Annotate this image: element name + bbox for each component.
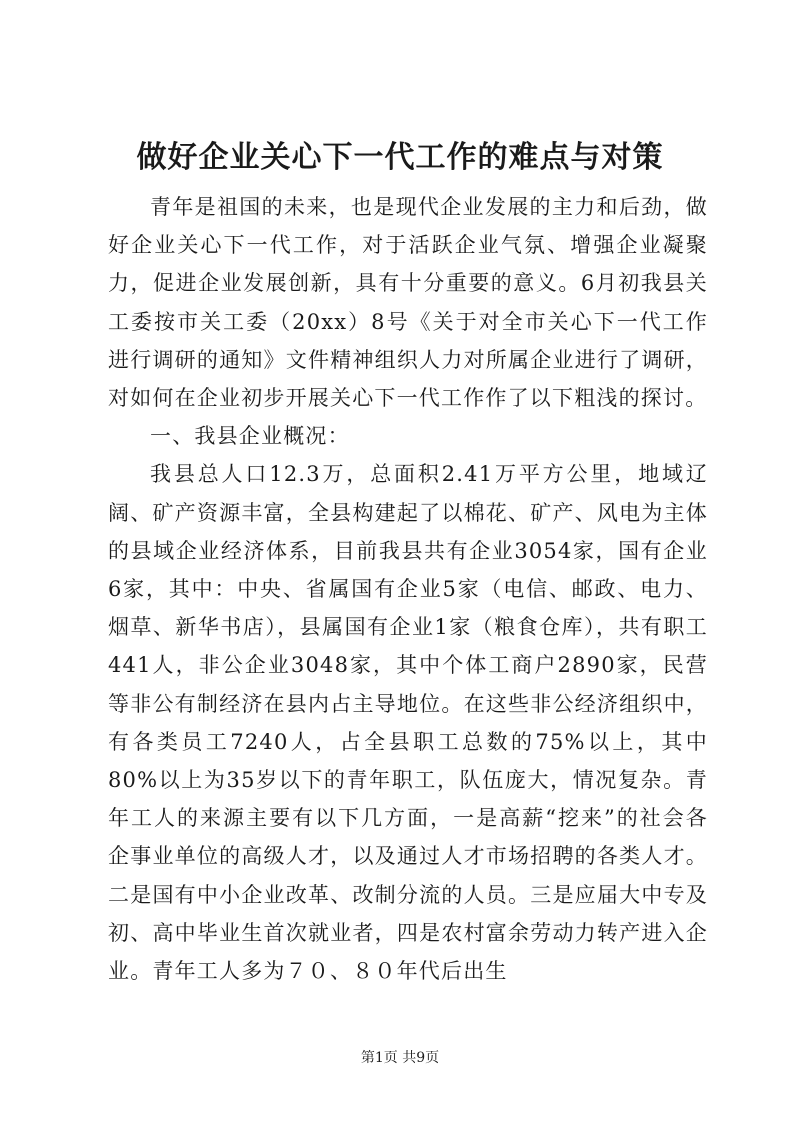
paragraph-overview: 我县总人口12.3万，总面积2.41万平方公里，地域辽阔、矿产资源丰富，全县构建起了以棉花、矿产、风电为主体的县域企业经济体系，目前我县共有企业3054家，国有企业6家，其中：中央、省属国有企业5家（电信、邮政、电力、烟草、新华书店），县属国有企业1家（粮食仓库），共有职工441人，非公企业3048家，其中个体工商户2890家，民营等非公有制经济在县内占主导地位。在这些非公经济组织中，有各类员工7240人，占全县职工总数的75%以上，其中80%以上为35岁以下的青年职工，队伍庞大，情况复杂。青年工人的来源主要有以下几方面，一是高薪“挖来”的社会各企事业单位的高级人才，以及通过人才市场招聘的各类人才。二是国有中小企业改革、改制分流的人员。三是应届大中专及初、高中毕业生首次就业者，四是农村富余劳动力转产进入企业。青年工人多为７０、８０年代后出生 [108,462,708,984]
paragraph-intro: 青年是祖国的未来，也是现代企业发展的主力和后劲，做好企业关心下一代工作，对于活跃企业气氛、增强企业凝聚力，促进企业发展创新，具有十分重要的意义。6月初我县关工委按市关工委（20xx）8号《关于对全市关心下一代工作进行调研的通知》文件精神组织人力对所属企业进行了调研，对如何在企业初步开展关心下一代工作作了以下粗浅的探讨。 [108,195,708,411]
page-footer: 第1页 共9页 [360,1050,440,1066]
document-body [108,188,708,990]
section-heading: 一、我县企业概况： [150,424,350,449]
document-title: 做好企业关心下一代工作的难点与对策 [136,140,664,175]
